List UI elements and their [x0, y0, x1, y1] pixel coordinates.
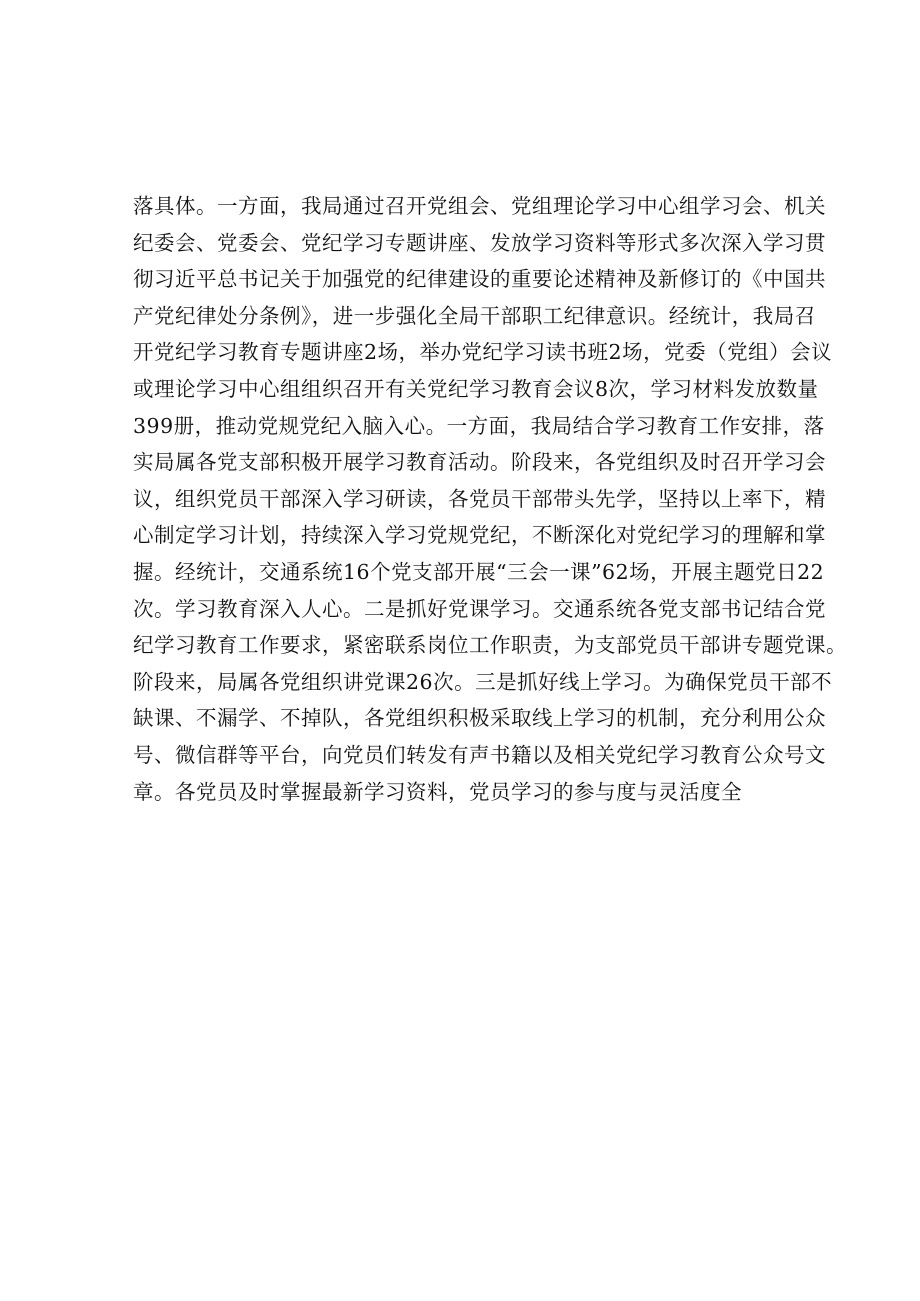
- text-line-last: 章。各党员及时掌握最新学习资料，党员学习的参与度与灵活度全: [133, 779, 742, 804]
- text-line: 缺课、不漏学、不掉队，各党组织积极采取线上学习的机制，充分利用公众: [133, 706, 826, 731]
- text-line: 号、微信群等平台，向党员们转发有声书籍以及相关党纪学习教育公众号文: [133, 742, 826, 767]
- text-line: 议，组织党员干部深入学习研读，各党员干部带头先学，坚持以上率下，精: [133, 486, 826, 511]
- text-line: 纪委会、党委会、党纪学习专题讲座、发放学习资料等形式多次深入学习贯: [133, 230, 826, 255]
- text-line: 次。学习教育深入人心。二是抓好党课学习。交通系统各党支部书记结合党: [133, 596, 826, 621]
- text-line: 落具体。一方面，我局通过召开党组会、党组理论学习中心组学习会、机关: [133, 194, 826, 218]
- body-paragraph: [133, 188, 847, 810]
- text-line: 握。经统计，交通系统16个党支部开展“三会一课”62场，开展主题党日22: [133, 559, 825, 584]
- text-line: 心制定学习计划，持续深入学习党规党纪，不断深化对党纪学习的理解和掌: [133, 523, 826, 548]
- text-line: 产党纪律处分条例》，进一步强化全局干部职工纪律意识。经统计，我局召: [133, 303, 816, 328]
- text-line: 或理论学习中心组组织召开有关党纪学习教育会议8次，学习材料发放数量: [133, 376, 819, 401]
- text-line: 彻习近平总书记关于加强党的纪律建设的重要论述精神及新修订的《中国共: [133, 267, 826, 292]
- text-line: 开党纪学习教育专题讲座2场，举办党纪学习读书班2场，党委（党组）会议: [133, 340, 833, 365]
- text-line: 399册，推动党规党纪入脑入心。一方面，我局结合学习教育工作安排，落: [133, 413, 825, 438]
- text-line: 阶段来，局属各党组织讲党课26次。三是抓好线上学习。为确保党员干部不: [133, 669, 833, 694]
- text-line: 实局属各党支部积极开展学习教育活动。阶段来，各党组织及时召开学习会: [133, 450, 826, 475]
- text-line: 纪学习教育工作要求，紧密联系岗位工作职责，为支部党员干部讲专题党课。: [133, 633, 847, 658]
